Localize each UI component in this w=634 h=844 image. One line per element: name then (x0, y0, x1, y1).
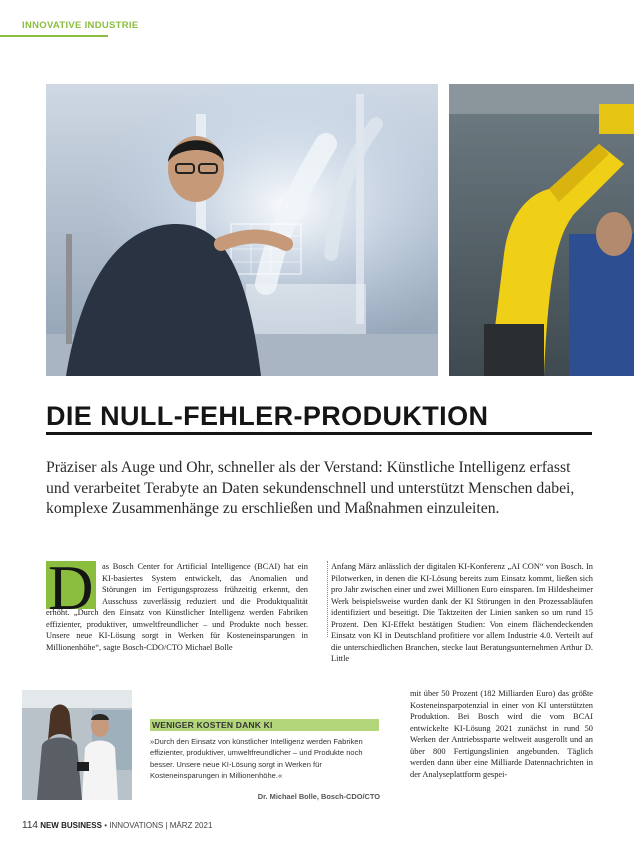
hero-image (46, 84, 438, 376)
column-1-text: as Bosch Center for Artificial Intelligence (BCAI) hat ein KI-basiertes System entwickelt, das Anomalien und Störungen im Fertigungsprozess frühzeitig erkennt, den Ausschuss zuverlässig reduziert und die Produktqualität erhöht. „Durch den Einsatz von Künstlicher Intelligenz werden Fabriken effizienter, produktiver, umweltfreundlicher – und Produkte noch besser. Unsere neue KI-Lösung sorgt in Werken für Kosteneinsparungen in Millionenhöhe“, sagte Bosch-CDO/CTO Michael Bolle (46, 562, 308, 652)
article-column-2-bottom: mit über 50 Prozent (182 Milliarden Euro) das größte Kosteneinsparpotenzial in einer von KI unterstützten Produktion. Bei Bosch wird die vom BCAI entwickelte KI-Lösung 2021 zunächst in rund 50 Werken der Antriebssparte weltweit ausgerollt und an über 800 Fertigungslinien angebunden. Täglich werden dann über eine Milliarde Datennachrichten in der Analyseplattform gespei- (410, 689, 593, 779)
article-column-1 (46, 561, 308, 653)
footer-edition: INNOVATIONS | MÄRZ 2021 (109, 821, 213, 830)
footer-bullet: • (104, 821, 108, 830)
article-title: DIE NULL-FEHLER-PRODUKTION (46, 401, 489, 431)
page-footer (22, 820, 212, 831)
article-lead: Präziser als Auge und Ohr, schneller als der Verstand: Künstliche Intelligenz erfasst und verarbeitet Terabyte an Daten sekundenschnell und unterstützt Menschen dabei, komplexe Zusammenhänge zu erschließen und Maßnahmen einzuleiten. (46, 459, 575, 517)
side-image (449, 84, 634, 376)
sidebar-title: WENIGER KOSTEN DANK KI (152, 719, 273, 730)
portrait-image (22, 690, 132, 800)
sidebar-quote-author: Dr. Michael Bolle, Bosch-CDO/CTO (257, 792, 380, 801)
page-number: 114 (22, 820, 38, 831)
article-column-2-top: Anfang März anlässlich der digitalen KI-Konferenz „AI CON“ von Bosch. In Pilotwerken, in denen die KI-Lösung bereits zum Einsatz kommt, ließen sich pro Jahr zwischen einer und zwei Millionen Euro einsparen. Im Hildesheimer Werk beispielsweise wurden dank der KI Störungen in den Prozessabläufen identifiziert und beseitigt. Die Taktzeiten der Linien sanken so um rund 15 Prozent. Den KI-Effekt bestätigen Studien: Von einem flächendeckenden Einsatz von KI in Deutschland profitiere vor allem Industrie 4.0. Verteilt auf die unterschiedlichen Branchen, stecke laut Beratungsunternehmen Arthur D. Little (331, 562, 593, 664)
dropcap-letter: D (48, 553, 94, 623)
section-label: INNOVATIVE INDUSTRIE (22, 20, 139, 31)
section-rule (0, 35, 108, 37)
sidebar-quote: »Durch den Einsatz von künstlicher Intelligenz werden Fabriken effizienter, produktiver, umweltfreundlicher – und Produkte noch besser. Unsere neue KI-Lösung sorgt in Werken für Kosteneinsparungen in Millionenhöhe.« (150, 737, 363, 780)
magazine-brand: NEW BUSINESS (40, 821, 102, 830)
column-divider (327, 561, 328, 637)
dropcap-spacer (46, 561, 102, 607)
title-rule (46, 432, 592, 435)
